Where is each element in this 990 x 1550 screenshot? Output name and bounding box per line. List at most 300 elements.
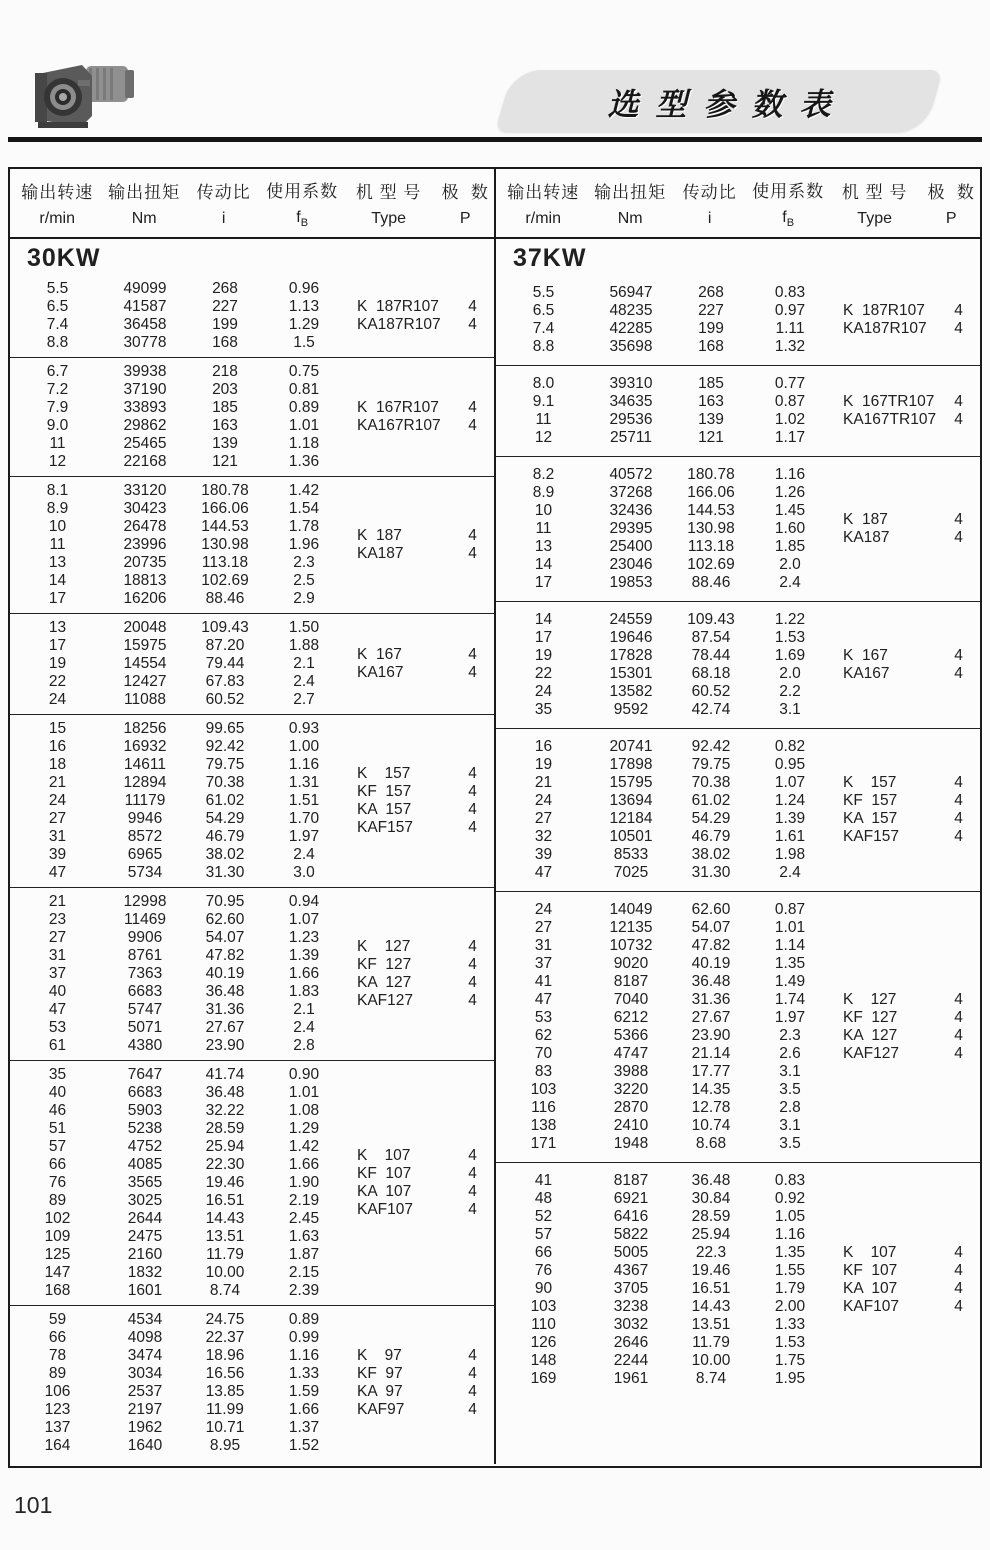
ratio-cell: 109.43 — [201, 619, 249, 636]
table-header — [496, 169, 980, 237]
service-factor-cell: 2.8 — [779, 1099, 801, 1116]
torque-cell: 56947 — [609, 284, 653, 301]
type-label: KA167R107 — [357, 417, 441, 434]
ratio-cell: 54.29 — [691, 810, 731, 827]
ratio-cell: 38.02 — [691, 846, 731, 863]
service-factor-cell: 1.16 — [774, 1226, 806, 1243]
service-factor-cell: 1.55 — [774, 1262, 806, 1279]
speed-cell: 106 — [44, 1383, 71, 1400]
service-factor-cell: 1.01 — [288, 417, 320, 434]
torque-cell: 33893 — [123, 399, 167, 416]
torque-cell: 32436 — [609, 502, 653, 519]
header-col-label: 输出扭矩 — [594, 183, 667, 202]
header-col-unit: i — [221, 210, 226, 227]
torque-cell: 6683 — [127, 1084, 163, 1101]
speed-cell: 8.1 — [46, 482, 69, 499]
type-row — [343, 399, 495, 417]
service-factor-cell: 1.07 — [774, 774, 806, 791]
header-col — [10, 169, 104, 237]
speed-cell: 19 — [48, 655, 67, 672]
header-col-label: 输出转速 — [21, 183, 94, 202]
torque-cell: 9592 — [613, 701, 649, 718]
service-factor-cell: 1.59 — [288, 1383, 320, 1400]
speed-cell: 24 — [534, 901, 553, 918]
poles-value: 4 — [954, 393, 963, 410]
ratio-cell: 25.94 — [205, 1138, 245, 1155]
type-label: K 167TR107 — [843, 393, 935, 410]
ratio-cell: 28.59 — [691, 1208, 731, 1225]
gearmotor-image — [26, 50, 138, 140]
ratio-cell: 78.44 — [691, 647, 731, 664]
type-row — [829, 1045, 980, 1063]
ratio-cell: 24.75 — [205, 1311, 245, 1328]
parameter-block — [10, 476, 494, 613]
parameter-block — [496, 275, 980, 365]
torque-cell: 1948 — [613, 1135, 649, 1152]
ratio-cell: 70.95 — [205, 893, 245, 910]
speed-cell: 39 — [534, 846, 553, 863]
service-factor-cell: 0.83 — [774, 284, 806, 301]
service-factor-cell: 1.35 — [774, 955, 806, 972]
speed-cell: 22 — [48, 673, 67, 690]
poles-value: 4 — [468, 298, 477, 315]
header-col-label: 使用系数 — [752, 181, 825, 201]
service-factor-cell: 2.7 — [293, 691, 315, 708]
torque-cell: 13694 — [609, 792, 653, 809]
service-factor-cell: 2.6 — [779, 1045, 801, 1062]
torque-cell: 6212 — [613, 1009, 649, 1026]
speed-cell: 11 — [49, 536, 66, 553]
poles-value: 4 — [954, 1009, 963, 1026]
parameter-block — [496, 891, 980, 1162]
header-col-unit: P — [945, 210, 957, 227]
poles-value: 4 — [954, 1280, 963, 1297]
speed-cell: 17 — [534, 574, 553, 591]
ratio-cell: 227 — [212, 298, 238, 315]
torque-cell: 6683 — [127, 983, 163, 1000]
torque-cell: 3238 — [613, 1298, 649, 1315]
ratio-cell: 62.60 — [205, 911, 245, 928]
type-label: K 97 — [357, 1347, 402, 1364]
header-col-unit: r/min — [39, 210, 75, 227]
speed-cell: 48 — [534, 1190, 553, 1207]
type-row — [343, 316, 495, 334]
ratio-cell: 180.78 — [687, 466, 735, 483]
poles-value: 4 — [468, 1401, 477, 1418]
speed-cell: 89 — [48, 1365, 67, 1382]
torque-cell: 22168 — [123, 453, 167, 470]
ratio-cell: 180.78 — [201, 482, 249, 499]
ratio-cell: 23.90 — [691, 1027, 731, 1044]
speed-cell: 14 — [534, 556, 553, 573]
ratio-cell: 16.56 — [205, 1365, 245, 1382]
section-37kw — [496, 239, 980, 1464]
speed-cell: 138 — [530, 1117, 557, 1134]
ratio-cell: 163 — [212, 417, 238, 434]
ratio-cell: 60.52 — [691, 683, 731, 700]
type-row — [343, 801, 495, 819]
parameter-block — [10, 613, 494, 714]
torque-cell: 11088 — [124, 691, 166, 708]
poles-value: 4 — [954, 647, 963, 664]
speed-cell: 6.5 — [532, 302, 555, 319]
parameter-block — [496, 1162, 980, 1397]
service-factor-cell: 1.39 — [288, 947, 320, 964]
header-col-label: 极 数 — [441, 183, 489, 202]
service-factor-cell: 2.9 — [293, 590, 315, 607]
speed-cell: 125 — [44, 1246, 71, 1263]
type-row — [343, 1183, 495, 1201]
header-col — [749, 169, 827, 237]
speed-cell: 8.8 — [46, 334, 69, 351]
speed-cell: 16 — [534, 738, 553, 755]
speed-cell: 9.0 — [46, 417, 69, 434]
speed-cell: 8.9 — [532, 484, 555, 501]
parameter-block — [10, 714, 494, 887]
torque-cell: 30778 — [123, 334, 167, 351]
poles-value: 4 — [954, 411, 963, 428]
service-factor-cell: 0.95 — [774, 756, 806, 773]
service-factor-cell: 1.61 — [774, 828, 806, 845]
table-header-row — [10, 169, 980, 239]
speed-cell: 41 — [534, 1172, 553, 1189]
torque-cell: 9020 — [613, 955, 649, 972]
type-list — [343, 1061, 495, 1305]
torque-cell: 2160 — [127, 1246, 163, 1263]
poles-value: 4 — [954, 1045, 963, 1062]
torque-cell: 13582 — [609, 683, 653, 700]
header-col-unit: Nm — [131, 210, 157, 227]
torque-cell: 37268 — [609, 484, 653, 501]
type-label: K 157 — [843, 774, 897, 791]
poles-value: 4 — [954, 1262, 963, 1279]
poles-value: 4 — [954, 792, 963, 809]
torque-cell: 14611 — [124, 756, 166, 773]
ratio-cell: 185 — [212, 399, 238, 416]
torque-cell: 17828 — [609, 647, 653, 664]
ratio-cell: 8.95 — [209, 1437, 241, 1454]
type-list — [343, 888, 495, 1060]
service-factor-cell: 3.5 — [779, 1135, 801, 1152]
ratio-cell: 31.36 — [691, 991, 731, 1008]
torque-cell: 35698 — [609, 338, 653, 355]
torque-cell: 18813 — [123, 572, 167, 589]
ratio-cell: 46.79 — [205, 828, 245, 845]
speed-cell: 126 — [530, 1334, 557, 1351]
ratio-cell: 88.46 — [691, 574, 731, 591]
type-list — [829, 729, 980, 891]
header-rule — [8, 137, 982, 142]
torque-cell: 2870 — [613, 1099, 649, 1116]
type-row — [343, 1347, 495, 1365]
service-factor-cell: 1.11 — [775, 320, 805, 337]
service-factor-cell: 1.22 — [774, 611, 806, 628]
torque-cell: 4747 — [613, 1045, 649, 1062]
type-label: KA167TR107 — [843, 411, 937, 428]
header-col-label: 传动比 — [196, 183, 251, 202]
type-label: KA 107 — [357, 1183, 412, 1200]
ratio-cell: 36.48 — [205, 1084, 245, 1101]
type-label: KAF97 — [357, 1401, 405, 1418]
service-factor-cell: 1.66 — [288, 1401, 320, 1418]
ratio-cell: 47.82 — [205, 947, 245, 964]
ratio-cell: 8.74 — [209, 1282, 241, 1299]
type-row — [343, 1401, 495, 1419]
speed-cell: 110 — [531, 1316, 556, 1333]
service-factor-cell: 1.24 — [774, 792, 806, 809]
torque-cell: 3705 — [613, 1280, 649, 1297]
header-col-unit: Type — [371, 210, 406, 227]
ratio-cell: 79.75 — [691, 756, 731, 773]
torque-cell: 19853 — [609, 574, 653, 591]
type-row — [343, 783, 495, 801]
service-factor-cell: 2.8 — [293, 1037, 315, 1054]
torque-cell: 3565 — [127, 1174, 163, 1191]
type-label: KAF107 — [357, 1201, 414, 1218]
ratio-cell: 54.07 — [205, 929, 245, 946]
service-factor-cell: 0.82 — [774, 738, 806, 755]
type-row — [829, 302, 980, 320]
ratio-cell: 46.79 — [691, 828, 731, 845]
type-label: KF 107 — [357, 1165, 412, 1182]
speed-cell: 51 — [48, 1120, 67, 1137]
speed-cell: 169 — [530, 1370, 557, 1387]
type-label: K 157 — [357, 765, 411, 782]
service-factor-cell: 1.66 — [288, 965, 320, 982]
ratio-cell: 22.3 — [695, 1244, 727, 1261]
header-col — [104, 169, 184, 237]
speed-cell: 13 — [48, 619, 67, 636]
type-row — [829, 991, 980, 1009]
type-row — [343, 1201, 495, 1219]
service-factor-cell: 2.19 — [288, 1192, 320, 1209]
speed-cell: 24 — [48, 691, 67, 708]
service-factor-cell: 1.00 — [288, 738, 320, 755]
torque-cell: 9946 — [127, 810, 163, 827]
torque-cell: 6965 — [127, 846, 163, 863]
service-factor-cell: 2.4 — [779, 574, 801, 591]
torque-cell: 11469 — [124, 911, 166, 928]
service-factor-cell: 0.81 — [288, 381, 320, 398]
type-label: K 107 — [843, 1244, 897, 1261]
torque-cell: 3220 — [613, 1081, 649, 1098]
poles-value: 4 — [954, 529, 963, 546]
type-list — [343, 614, 495, 714]
ratio-cell: 144.53 — [201, 518, 249, 535]
header-col — [922, 169, 980, 237]
poles-value: 4 — [468, 316, 477, 333]
poles-value: 4 — [954, 665, 963, 682]
service-factor-cell: 1.35 — [774, 1244, 806, 1261]
type-label: K 167R107 — [357, 399, 439, 416]
header-col-unit: $f_B$ — [782, 208, 795, 230]
parameter-block — [496, 365, 980, 456]
torque-cell: 5903 — [127, 1102, 163, 1119]
type-label: KF 157 — [357, 783, 412, 800]
type-list — [343, 275, 495, 357]
ratio-cell: 68.18 — [691, 665, 731, 682]
type-row — [343, 545, 495, 563]
service-factor-cell: 1.60 — [774, 520, 806, 537]
speed-cell: 7.9 — [46, 399, 69, 416]
speed-cell: 7.2 — [46, 381, 69, 398]
header-col — [496, 169, 590, 237]
ratio-cell: 199 — [212, 316, 238, 333]
ratio-cell: 185 — [698, 375, 724, 392]
speed-cell: 27 — [534, 919, 553, 936]
speed-cell: 37 — [534, 955, 553, 972]
speed-cell: 10 — [48, 518, 67, 535]
torque-cell: 6921 — [613, 1190, 649, 1207]
type-row — [829, 1244, 980, 1262]
speed-cell: 70 — [534, 1045, 553, 1062]
type-list — [829, 1163, 980, 1397]
type-row — [343, 1165, 495, 1183]
type-row — [343, 1147, 495, 1165]
ratio-cell: 30.84 — [691, 1190, 731, 1207]
poles-value: 4 — [954, 302, 963, 319]
header-col-label: 传动比 — [682, 183, 737, 202]
ratio-cell: 10.71 — [205, 1419, 245, 1436]
service-factor-cell: 3.5 — [779, 1081, 801, 1098]
ratio-cell: 70.38 — [691, 774, 731, 791]
ratio-cell: 61.02 — [205, 792, 245, 809]
torque-cell: 9906 — [127, 929, 163, 946]
service-factor-cell: 0.89 — [288, 1311, 320, 1328]
parameter-block — [496, 456, 980, 601]
service-factor-cell: 1.29 — [288, 1120, 320, 1137]
torque-cell: 41587 — [123, 298, 167, 315]
type-list — [343, 1306, 495, 1460]
ratio-cell: 14.43 — [205, 1210, 245, 1227]
service-factor-cell: 1.14 — [774, 937, 806, 954]
speed-cell: 8.9 — [46, 500, 69, 517]
header-col — [827, 169, 922, 237]
speed-cell: 40 — [48, 1084, 67, 1101]
page-title: 选型参数表 — [607, 86, 848, 122]
ratio-cell: 31.30 — [205, 864, 245, 881]
speed-cell: 19 — [534, 756, 553, 773]
service-factor-cell: 2.2 — [779, 683, 801, 700]
torque-cell: 5005 — [613, 1244, 649, 1261]
speed-cell: 40 — [48, 983, 67, 1000]
ratio-cell: 130.98 — [201, 536, 249, 553]
ratio-cell: 31.30 — [691, 864, 731, 881]
type-label: K 127 — [357, 938, 411, 955]
type-row — [343, 664, 495, 682]
type-row — [343, 819, 495, 837]
page-number: 101 — [14, 1492, 53, 1518]
speed-cell: 148 — [530, 1352, 557, 1369]
speed-cell: 27 — [48, 810, 67, 827]
ratio-cell: 144.53 — [687, 502, 735, 519]
ratio-cell: 28.59 — [205, 1120, 245, 1137]
torque-cell: 5071 — [127, 1019, 163, 1036]
service-factor-cell: 0.93 — [288, 720, 320, 737]
service-factor-cell: 2.15 — [288, 1264, 320, 1281]
ratio-cell: 92.42 — [691, 738, 731, 755]
type-row — [829, 1280, 980, 1298]
speed-cell: 11 — [535, 411, 552, 428]
service-factor-cell: 1.75 — [774, 1352, 806, 1369]
torque-cell: 2537 — [127, 1383, 163, 1400]
torque-cell: 39310 — [609, 375, 653, 392]
speed-cell: 17 — [48, 590, 67, 607]
service-factor-cell: 1.05 — [774, 1208, 806, 1225]
speed-cell: 24 — [534, 792, 553, 809]
parameter-block — [496, 728, 980, 891]
header-col-unit: Nm — [617, 210, 643, 227]
speed-cell: 168 — [44, 1282, 71, 1299]
speed-cell: 12 — [534, 429, 553, 446]
speed-cell: 21 — [534, 774, 553, 791]
ratio-cell: 113.18 — [201, 554, 249, 571]
service-factor-cell: 0.90 — [288, 1066, 320, 1083]
torque-cell: 3474 — [127, 1347, 163, 1364]
type-row — [343, 938, 495, 956]
service-factor-cell: 3.1 — [779, 1063, 801, 1080]
speed-cell: 6.5 — [46, 298, 69, 315]
service-factor-cell: 0.87 — [774, 393, 806, 410]
type-label: K 187R107 — [843, 302, 925, 319]
ratio-cell: 41.74 — [205, 1066, 245, 1083]
header-col-unit: Type — [857, 210, 892, 227]
torque-cell: 8761 — [127, 947, 163, 964]
ratio-cell: 139 — [698, 411, 724, 428]
service-factor-cell: 0.89 — [288, 399, 320, 416]
header-col-unit: $f_B$ — [296, 208, 309, 230]
parameter-block — [10, 1060, 494, 1305]
ratio-cell: 8.74 — [695, 1370, 727, 1387]
speed-cell: 13 — [534, 538, 553, 555]
ratio-cell: 36.48 — [691, 1172, 731, 1189]
service-factor-cell: 1.16 — [288, 1347, 320, 1364]
speed-cell: 66 — [48, 1329, 67, 1346]
torque-cell: 39938 — [123, 363, 167, 380]
ratio-cell: 199 — [698, 320, 724, 337]
service-factor-cell: 2.0 — [779, 665, 801, 682]
type-label: K 187 — [843, 511, 888, 528]
service-factor-cell: 1.39 — [774, 810, 806, 827]
speed-cell: 78 — [48, 1347, 67, 1364]
type-label: KA 107 — [843, 1280, 898, 1297]
ratio-cell: 130.98 — [687, 520, 735, 537]
service-factor-cell: 0.92 — [774, 1190, 806, 1207]
ratio-cell: 32.22 — [205, 1102, 245, 1119]
type-row — [343, 956, 495, 974]
service-factor-cell: 0.96 — [288, 280, 320, 297]
speed-cell: 57 — [48, 1138, 67, 1155]
ratio-cell: 70.38 — [205, 774, 245, 791]
ratio-cell: 60.52 — [205, 691, 245, 708]
torque-cell: 2475 — [127, 1228, 163, 1245]
ratio-cell: 163 — [698, 393, 724, 410]
speed-cell: 53 — [534, 1009, 553, 1026]
poles-value: 4 — [954, 511, 963, 528]
ratio-cell: 40.19 — [205, 965, 245, 982]
section-30kw — [10, 239, 496, 1464]
speed-cell: 123 — [44, 1401, 71, 1418]
type-label: K 187R107 — [357, 298, 439, 315]
speed-cell: 41 — [534, 973, 553, 990]
speed-cell: 27 — [48, 929, 67, 946]
torque-cell: 30423 — [123, 500, 167, 517]
ratio-cell: 102.69 — [687, 556, 735, 573]
type-label: KF 107 — [843, 1262, 898, 1279]
torque-cell: 5238 — [127, 1120, 163, 1137]
type-label: KAF127 — [357, 992, 414, 1009]
header-col-unit: r/min — [525, 210, 561, 227]
